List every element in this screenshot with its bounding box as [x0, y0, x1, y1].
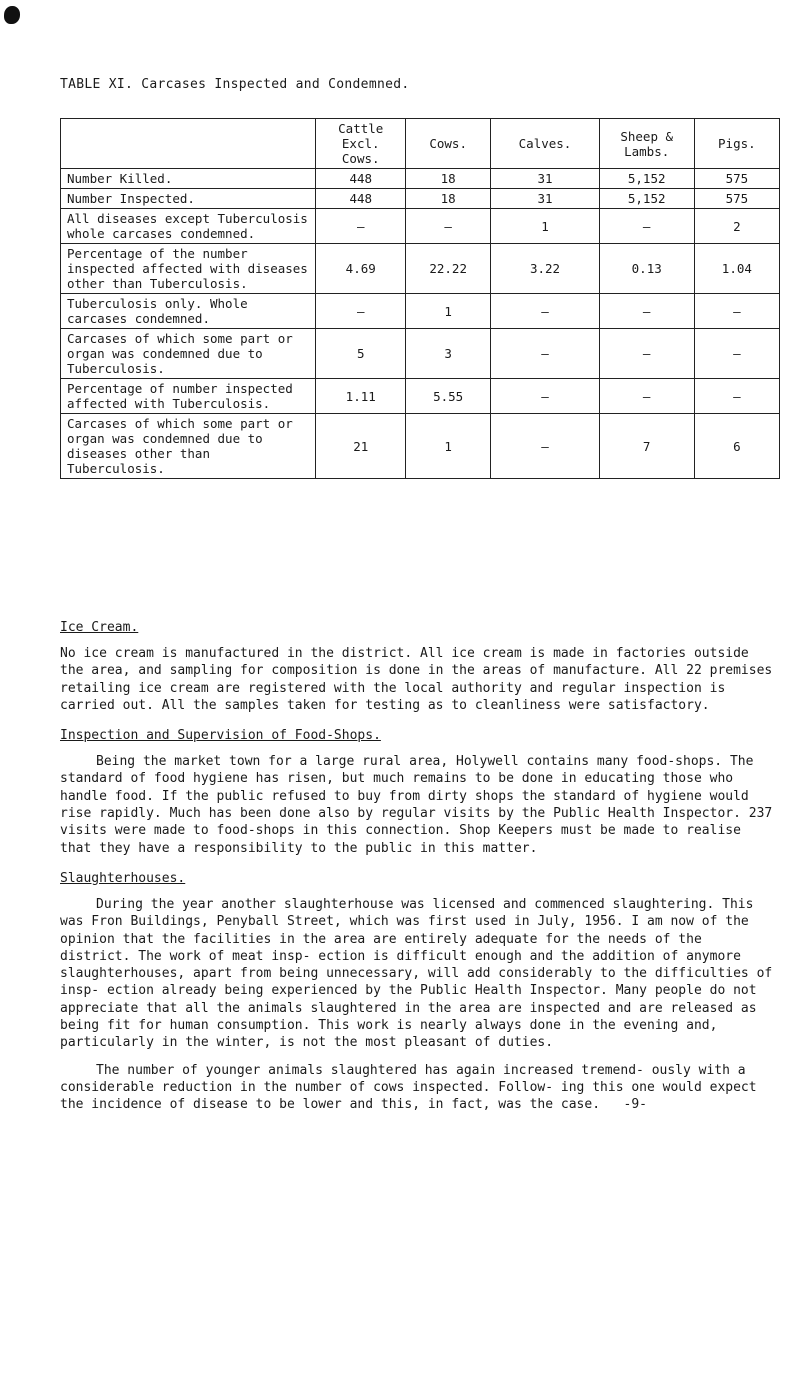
row-label: All diseases except Tuberculosis whole carcases condemned.	[61, 209, 316, 244]
row-value: 0.13	[599, 244, 694, 294]
row-value: 5.55	[406, 379, 491, 414]
table-row	[61, 244, 780, 294]
row-value: 1	[406, 414, 491, 479]
row-value: 18	[406, 189, 491, 209]
row-value: –	[599, 294, 694, 329]
food-shops-heading: Inspection and Supervision of Food-Shops.	[60, 728, 381, 744]
table-row	[61, 209, 780, 244]
row-label: Tuberculosis only. Whole carcases condemned.	[61, 294, 316, 329]
row-value: –	[406, 209, 491, 244]
row-value: 3.22	[491, 244, 599, 294]
header-pigs: Pigs.	[694, 119, 779, 169]
table-header-row	[61, 119, 780, 169]
header-cattle: Cattle Excl. Cows.	[316, 119, 406, 169]
text-section	[60, 620, 780, 1124]
row-value: 575	[694, 169, 779, 189]
row-value: 1.11	[316, 379, 406, 414]
table-row	[61, 189, 780, 209]
slaughterhouses-paragraph-1: During the year another slaughterhouse was licensed and commenced slaughtering. This was Fron Buildings, Penyball Street, which was first used in July, 1956. I am now of the opinion that the facilities in the area are entirely adequate for the needs of the district. The work of meat insp- ection is difficult enough and the addition of anymore slaughterhouses, apart from being unnecessary, will add considerably to the difficulties of insp- ection already being experienced by the Public Health Inspector. Many people do not appreciate that all the animals slaughtered in the area are inspected and are released as being fit for human consumption. This work is nearly always done in the evening and, particularly in the winter, is not the most pleasant of duties.	[60, 896, 773, 1051]
row-value: 21	[316, 414, 406, 479]
slaughterhouses-paragraph-2-text: The number of younger animals slaughtered has again increased tremend- ously with a considerable reduction in the number of cows inspected. Follow- ing this one would expect the incidence of disease to be lower and this, in fact, was the case.	[60, 1062, 757, 1113]
table-title: TABLE XI. Carcases Inspected and Condemned.	[60, 77, 410, 92]
row-value: –	[491, 379, 599, 414]
row-value: 448	[316, 169, 406, 189]
table-body	[61, 169, 780, 479]
row-value: 31	[491, 169, 599, 189]
table-row	[61, 379, 780, 414]
row-value: 1.04	[694, 244, 779, 294]
row-value: –	[694, 329, 779, 379]
ice-cream-paragraph: No ice cream is manufactured in the district. All ice cream is made in factories outside the area, and sampling for composition is done in the areas of manufacture. All 22 premises retailing ice cream are registered with the local authority and regular inspection is carried out. All the samples taken for testing as to cleanliness were satisfactory.	[60, 646, 773, 713]
slaughterhouses-heading: Slaughterhouses.	[60, 870, 186, 886]
row-value: –	[694, 294, 779, 329]
row-value: –	[694, 379, 779, 414]
row-value: –	[599, 209, 694, 244]
row-value: 5,152	[599, 169, 694, 189]
row-value: 22.22	[406, 244, 491, 294]
row-label: Carcases of which some part or organ was condemned due to diseases other than Tuberculosis.	[61, 414, 316, 479]
row-label: Carcases of which some part or organ was condemned due to Tuberculosis.	[61, 329, 316, 379]
row-value: 6	[694, 414, 779, 479]
table-row	[61, 169, 780, 189]
row-value: 4.69	[316, 244, 406, 294]
table-row	[61, 329, 780, 379]
row-value: 575	[694, 189, 779, 209]
row-value: 448	[316, 189, 406, 209]
slaughterhouses-paragraph-2	[60, 1062, 780, 1114]
row-label: Number Inspected.	[61, 189, 316, 209]
header-sheep: Sheep & Lambs.	[599, 119, 694, 169]
row-value: –	[316, 209, 406, 244]
row-value: –	[316, 294, 406, 329]
row-value: –	[491, 329, 599, 379]
row-value: –	[491, 294, 599, 329]
row-value: 5	[316, 329, 406, 379]
header-cows: Cows.	[406, 119, 491, 169]
header-blank	[61, 119, 316, 169]
row-value: 31	[491, 189, 599, 209]
row-value: 2	[694, 209, 779, 244]
carcases-table	[60, 118, 780, 479]
row-value: –	[491, 414, 599, 479]
header-calves: Calves.	[491, 119, 599, 169]
row-value: 18	[406, 169, 491, 189]
table-row	[61, 294, 780, 329]
ink-blot-mark	[4, 6, 20, 24]
row-value: 3	[406, 329, 491, 379]
row-label: Percentage of number inspected affected with Tuberculosis.	[61, 379, 316, 414]
row-label: Number Killed.	[61, 169, 316, 189]
row-value: 1	[406, 294, 491, 329]
row-label: Percentage of the number inspected affected with diseases other than Tuberculosis.	[61, 244, 316, 294]
table-row	[61, 414, 780, 479]
row-value: 7	[599, 414, 694, 479]
row-value: 5,152	[599, 189, 694, 209]
page-number: -9-	[623, 1097, 648, 1113]
row-value: –	[599, 329, 694, 379]
row-value: 1	[491, 209, 599, 244]
ice-cream-heading: Ice Cream.	[60, 620, 139, 635]
food-shops-paragraph: Being the market town for a large rural area, Holywell contains many food-shops. The standard of food hygiene has risen, but much remains to be done in educating those who handle food. If the public refused to buy from dirty shops the standard of hygiene would rise rapidly. Much has been done also by regular visits by the Public Health Inspector. 237 visits were made to food-shops in this connection. Shop Keepers must be made to realise that they have a responsibility to the public in this matter.	[60, 754, 773, 856]
row-value: –	[599, 379, 694, 414]
